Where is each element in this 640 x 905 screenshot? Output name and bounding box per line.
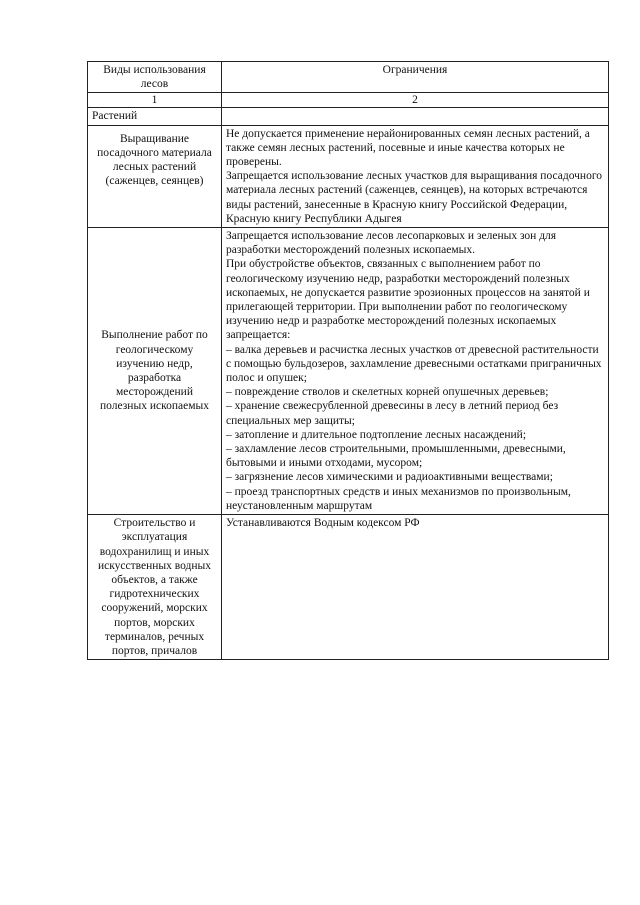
restriction-line: Запрещается использование лесов лесопарковых и зеленых зон для разработки месторождений полезных ископаемых. bbox=[226, 230, 557, 257]
column-number-1: 1 bbox=[88, 93, 222, 108]
restriction-text bbox=[222, 228, 609, 515]
table-row bbox=[88, 125, 609, 227]
restriction-line: Запрещается использование лесных участков для выращивания посадочного материала лесных растений (саженцев, сеянцев), на которых встречаются виды растений, занесенные в Красную книгу Российской Федерации, Красную книгу Республики Адыгея bbox=[226, 170, 603, 225]
forest-use-type: Строительство и эксплуатация водохранилищ и иных искусственных водных объектов, а также гидротехнических сооружений, морских портов, морских терминалов, речных портов, причалов bbox=[88, 515, 222, 660]
restriction-line: Не допускается применение нерайонированных семян лесных растений, а также семян лесных растений, посевные и иные качества которых не проверены. bbox=[226, 127, 590, 169]
header-restrictions: Ограничения bbox=[222, 62, 609, 93]
restriction-line: При обустройстве объектов, связанных с выполнением работ по геологическому изучению недр, разработки месторождений полезных ископаемых, не допускается развитие эрозионных процессов на занятой и прилегающей территории. При выполнении работ по геологическому изучению недр и разработке месторождений полезных ископаемых запрещается: bbox=[226, 258, 590, 342]
forest-use-type: Выполнение работ по геологическому изучению недр, разработка месторождений полезных ископаемых bbox=[88, 228, 222, 515]
restriction-text bbox=[222, 515, 609, 660]
restriction-text bbox=[222, 108, 609, 125]
restrictions-table bbox=[87, 61, 609, 660]
header-forest-use-types: Виды использования лесов bbox=[88, 62, 222, 93]
restriction-line: – загрязнение лесов химическими и радиоактивными веществами; bbox=[226, 471, 553, 484]
column-number-row bbox=[88, 93, 609, 108]
forest-use-type: Выращивание посадочного материала лесных растений (саженцев, сеянцев) bbox=[88, 125, 222, 227]
restriction-line: – захламление лесов строительными, промышленными, древесными, бытовыми и иными отходами, мусором; bbox=[226, 443, 566, 470]
restriction-line: – затопление и длительное подтопление лесных насаждений; bbox=[226, 428, 527, 441]
restriction-line: Устанавливаются Водным кодексом РФ bbox=[226, 517, 420, 530]
column-number-2: 2 bbox=[222, 93, 609, 108]
table-row bbox=[88, 515, 609, 660]
restriction-text bbox=[222, 125, 609, 227]
restriction-line: – проезд транспортных средств и иных механизмов по произвольным, неустановленным маршрутам bbox=[226, 485, 571, 512]
table-header-row bbox=[88, 62, 609, 93]
table-row bbox=[88, 228, 609, 515]
restriction-line: – повреждение стволов и скелетных корней опушечных деревьев; bbox=[226, 386, 549, 399]
restriction-line: – валка деревьев и расчистка лесных участков от древесной растительности с помощью бульдозеров, захламление древесными остатками приграничных полос и опушек; bbox=[226, 343, 602, 385]
forest-use-type: Растений bbox=[88, 108, 222, 125]
table-row bbox=[88, 108, 609, 125]
restriction-line: – хранение свежесрубленной древесины в лесу в летний период без специальных мер защиты; bbox=[226, 400, 559, 427]
